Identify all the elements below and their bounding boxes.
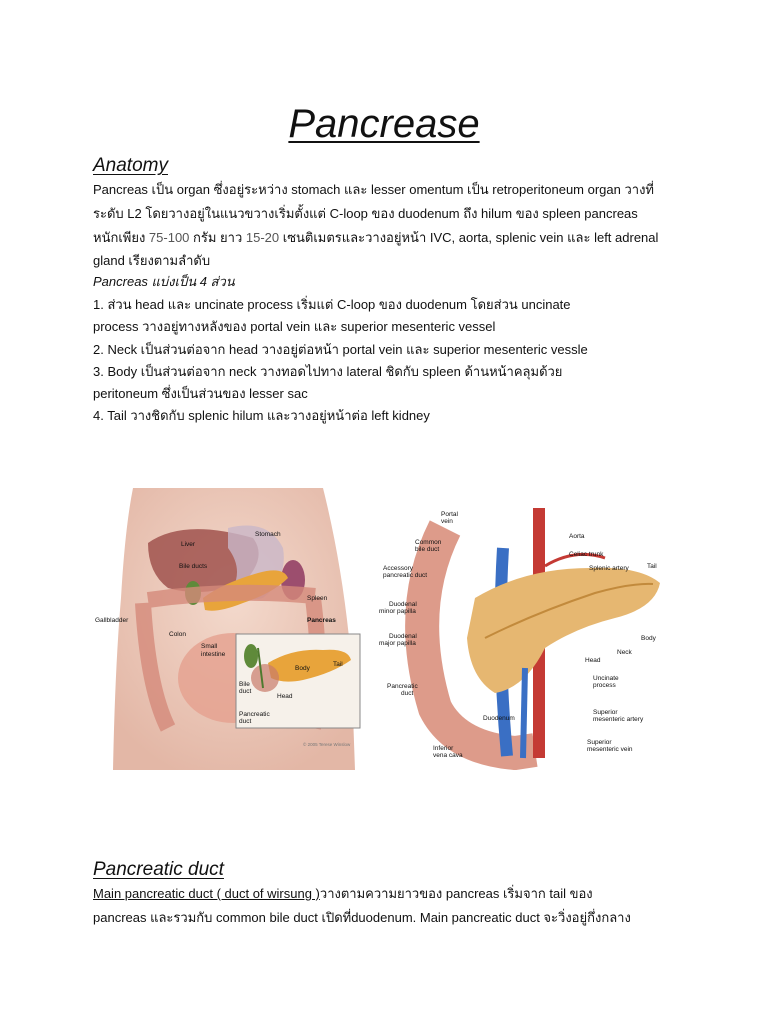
label-inset-bile-1: Bile [239, 681, 250, 688]
text-segment: gland เรียงตามลำดับ [93, 253, 211, 268]
anatomy-list-line: 3. Body เป็นส่วนต่อจาก neck วางทอดไปทาง lateral ชิดกับ spleen ด้านหน้าคลุมด้วย [93, 364, 563, 379]
label-uncinate-1: Uncinate [593, 675, 619, 682]
anatomy-list-line: 1. ส่วน head และ uncinate process เริ่มแต่ C-loop ของ duodenum โดยส่วน uncinate [93, 297, 571, 312]
label-aorta: Aorta [569, 533, 585, 540]
label-major-2: major papilla [379, 640, 416, 647]
label-sma-1: Superior [593, 709, 618, 716]
label-inset-pduct-1: Pancreatic [239, 711, 270, 718]
divide-line: Pancreas แบ่งเป็น 4 ส่วน [93, 274, 235, 289]
figure-pancreas-detail [375, 488, 669, 770]
label-accessory-1: Accessory [383, 565, 413, 572]
label-major-1: Duodenal [389, 633, 417, 640]
label-duodenum: Duodenum [483, 715, 515, 722]
label-gallbladder: Gallbladder [95, 617, 129, 624]
text-segment: กรัม ยาว [189, 230, 246, 245]
anatomy-list-line: process วางอยู่ทางหลังของ portal vein และ superior mesenteric vessel [93, 319, 496, 334]
anatomy-line [93, 230, 683, 246]
label-ivc-1: Inferior [433, 745, 454, 752]
label-head: Head [585, 657, 601, 664]
label-small-2: intestine [201, 651, 226, 658]
pancreatic-duct-heading: Pancreatic duct [93, 859, 224, 880]
label-minor-1: Duodenal [389, 601, 417, 608]
anatomy-line [93, 253, 683, 269]
label-tail: Tail [647, 563, 657, 570]
page-title: Pancrease [288, 102, 480, 146]
label-inset-body: Body [295, 665, 310, 672]
text-segment: หนักเพียง [93, 230, 149, 245]
anatomy-line [93, 182, 683, 198]
text-segment: 15-20 [245, 230, 280, 245]
anatomy-list-line: 2. Neck เป็นส่วนต่อจาก head วางอยู่ต่อหน้า portal vein และ superior mesenteric vessle [93, 342, 588, 357]
label-celiac: Celiac trunk [569, 551, 604, 558]
text-segment: ระดับ L2 โดยวางอยู่ในแนวขวางเริ่มตั้งแต่ C-loop ของ duodenum ถึง hilum ของ spleen pancreas [93, 206, 638, 221]
label-liver: Liver [181, 541, 196, 548]
label-colon: Colon [169, 631, 186, 638]
label-small-1: Small [201, 643, 218, 650]
label-cbd-1: Common [415, 539, 442, 546]
label-sma-2: mesenteric artery [593, 716, 644, 723]
label-pduct-2: duct [401, 690, 414, 697]
anatomy-list-line: 4. Tail วางชิดกับ splenic hilum และวางอยู่หน้าต่อ left kidney [93, 408, 430, 423]
label-copyright: © 2005 Terese Winslow [303, 742, 351, 747]
main-duct-term: Main pancreatic duct ( duct of wirsung ) [93, 886, 320, 901]
label-pduct-1: Pancreatic [387, 683, 418, 690]
label-uncinate-2: process [593, 682, 616, 689]
label-neck: Neck [617, 649, 632, 656]
pancreatic-duct-line-1-rest: วางตามความยาวของ pancreas เริ่มจาก tail ของ [319, 886, 593, 901]
text-segment: เซนติเมตรและวางอยู่หน้า IVC, aorta, splenic vein และ left adrenal [279, 230, 659, 245]
label-smv-2: mesenteric vein [587, 746, 633, 753]
label-minor-2: minor papilla [379, 608, 416, 615]
label-inset-pduct-2: duct [239, 718, 252, 725]
label-inset-head: Head [277, 693, 293, 700]
label-stomach: Stomach [255, 531, 281, 538]
label-spleen: Spleen [307, 595, 328, 602]
pancreatic-duct-line-2: pancreas และรวมกับ common bile duct เปิดที่duodenum. Main pancreatic duct จะวิ่งอยู่กึ่งกลาง [93, 910, 631, 925]
anatomy-heading: Anatomy [93, 155, 168, 176]
label-smv-1: Superior [587, 739, 612, 746]
figure-abdomen [93, 488, 371, 770]
label-pancreas: Pancreas [307, 617, 336, 624]
anatomy-list-line: peritoneum ซึ่งเป็นส่วนของ lesser sac [93, 386, 308, 401]
label-inset-bile-2: duct [239, 688, 252, 695]
label-inset-tail: Tail [333, 661, 343, 668]
label-accessory-2: pancreatic duct [383, 572, 428, 579]
label-splenic-artery: Splenic artery [589, 565, 629, 572]
text-segment: Pancreas เป็น organ ซึ่งอยู่ระหว่าง stomach และ lesser omentum เป็น retroperitoneum organ วางที่ [93, 182, 654, 197]
label-bile-ducts: Bile ducts [179, 563, 208, 570]
anatomy-line [93, 206, 683, 222]
text-segment: 75-100 [148, 230, 190, 245]
label-body: Body [641, 635, 656, 642]
label-portal-1: Portal [441, 511, 458, 518]
label-cbd-2: bile duct [415, 546, 440, 553]
label-ivc-2: vena cava [433, 752, 463, 759]
label-portal-2: vein [441, 518, 453, 525]
pancreatic-duct-line-1 [93, 886, 683, 902]
